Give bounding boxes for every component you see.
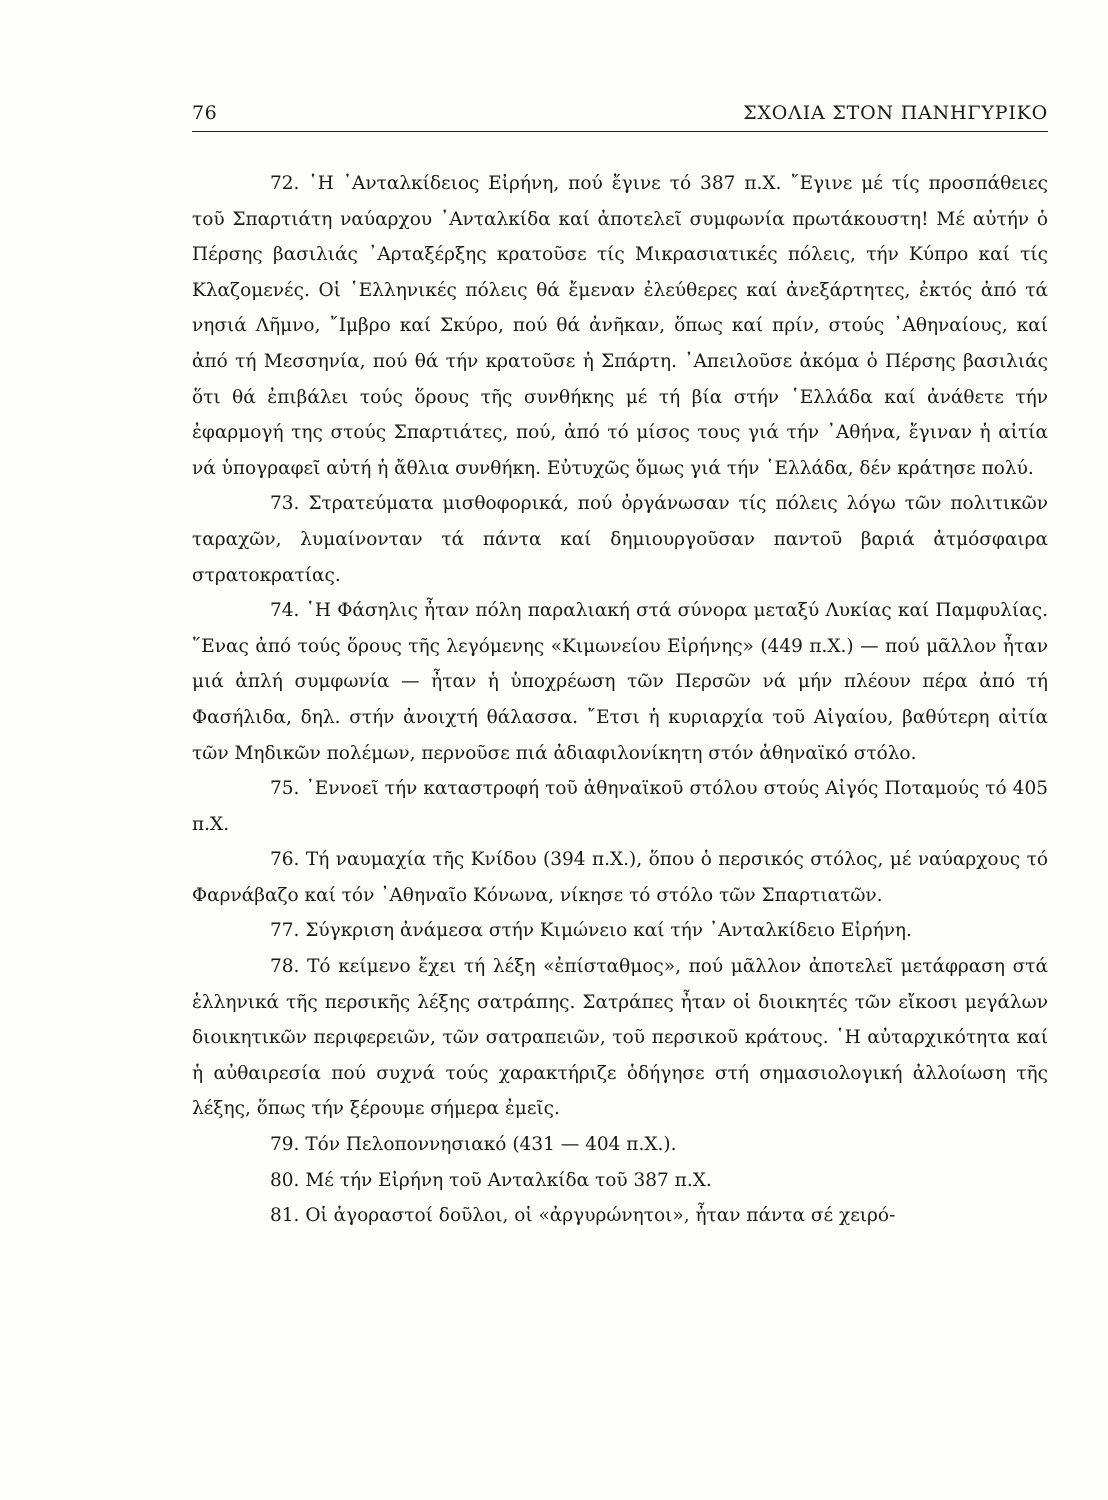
note-text: ᾿Εννοεῖ τήν καταστροφή τοῦ ἀθηναϊκοῦ στόλου στούς Αἰγός Ποταμούς τό 405 π.Χ. — [192, 778, 1048, 835]
note-75 — [192, 771, 1048, 842]
note-number: 80. — [270, 1169, 300, 1191]
note-number: 79. — [270, 1134, 300, 1156]
note-74 — [192, 593, 1048, 771]
note-number: 77. — [270, 920, 300, 942]
note-text: Σύγκριση ἀνάμεσα στήν Κιμώνειο καί τήν ᾿Ανταλκίδειο Εἰρήνη. — [305, 920, 912, 942]
note-79 — [192, 1127, 1048, 1163]
note-number: 76. — [270, 849, 300, 871]
note-text: Τό κείμενο ἔχει τή λέξη «ἐπίσταθμος», πού μᾶλλον ἀποτελεῖ μετάφραση στά ἑλληνικά τῆς περσικῆς λέξης σατράπης. Σατράπες ἦταν οἱ διοικητές τῶν εἴκοσι μεγάλων διοικητικῶν περιφερειῶν, τῶν σατραπειῶν, τοῦ περσικοῦ κράτους. ῾Η αὐταρχικότητα καί ἡ αὐθαιρεσία πού συχνά τούς χαρακτήριζε ὁδήγησε στή σημασιολογική ἀλλοίωση τῆς λέξης, ὅπως τήν ξέρουμε σήμερα ἐμεῖς. — [192, 956, 1048, 1120]
page-header — [192, 100, 1048, 130]
header-rule — [192, 131, 1048, 132]
note-text: Στρατεύματα μισθοφορικά, πού ὀργάνωσαν τίς πόλεις λόγω τῶν πολιτικῶν ταραχῶν, λυμαίνονταν τά πάντα καί δημιουργοῦσαν παντοῦ βαριά ἀτμόσφαιρα στρατοκρατίας. — [192, 493, 1048, 586]
note-77 — [192, 913, 1048, 949]
note-73 — [192, 486, 1048, 593]
note-number: 72. — [270, 173, 300, 194]
note-number: 73. — [270, 493, 300, 515]
note-text: Μέ τήν Εἰρήνη τοῦ Ανταλκίδα τοῦ 387 π.Χ. — [305, 1169, 712, 1191]
note-number: 81. — [270, 1205, 300, 1227]
note-78 — [192, 949, 1048, 1127]
running-title: ΣΧΟΛΙΑ ΣΤΟΝ ΠΑΝΗΓΥΡΙΚΟ — [743, 102, 1048, 124]
page-number: 76 — [192, 102, 218, 124]
note-text: Τόν Πελοποννησιακό (431 — 404 π.Χ.). — [305, 1134, 677, 1156]
note-text: Οἱ ἀγοραστοί δοῦλοι, οἱ «ἀργυρώνητοι», ἦταν πάντα σέ χειρό- — [305, 1205, 896, 1227]
note-72 — [192, 166, 1048, 486]
note-76 — [192, 842, 1048, 913]
note-number: 75. — [270, 778, 300, 800]
note-number: 78. — [270, 956, 300, 978]
note-number: 74. — [270, 600, 300, 622]
note-81 — [192, 1198, 1048, 1234]
note-text: ῾Η ᾿Ανταλκίδειος Εἰρήνη, πού ἔγινε τό 387 π.Χ. ῎Εγινε μέ τίς προσπάθειες τοῦ Σπαρτιάτη ναύαρχου ᾿Ανταλκίδα καί ἀποτελεῖ συμφωνία πρωτάκουστη! Μέ αὐτήν ὁ Πέρσης βασιλιάς ᾿Αρταξέρξης κρατοῦσε τίς Μικρασιατικές πόλεις, τήν Κύπρο καί τίς Κλαζομενές. Οἱ ῾Ελληνικές πόλεις θά ἔμεναν ἐλεύθερες καί ἀνεξάρτητες, ἐκτός ἀπό τά νησιά Λῆμνο, ῎Ιμβρο καί Σκύρο, πού θά ἀνῆκαν, ὅπως καί πρίν, στούς ᾿Αθηναίους, καί ἀπό τή Μεσσηνία, πού θά τήν κρατοῦσε ἡ Σπάρτη. ᾿Απειλοῦσε ἀκόμα ὁ Πέρσης βασιλιάς ὅτι θά ἐπιβάλει τούς ὅρους τῆς συνθήκης μέ τή βία στήν ῾Ελλάδα καί ἀνάθετε τήν ἐφαρμογή της στούς Σπαρτιάτες, πού, ἀπό τό μίσος τους γιά τήν ᾿Αθήνα, ἔγιναν ἡ αἰτία νά ὑπογραφεῖ αὐτή ἡ ἄθλια συνθήκη. Εὐτυχῶς ὅμως γιά τήν ῾Ελλάδα, δέν κράτησε πολύ. — [192, 173, 1048, 479]
notes-body — [192, 166, 1048, 1234]
note-80 — [192, 1163, 1048, 1199]
note-text: ῾Η Φάσηλις ἦταν πόλη παραλιακή στά σύνορα μεταξύ Λυκίας καί Παμφυλίας. ῞Ενας ἀπό τούς ὅρους τῆς λεγόμενης «Κιμωνείου Εἰρήνης» (449 π.Χ.) — πού μᾶλλον ἦταν μιά ἁπλή συμφωνία — ἦταν ἡ ὑποχρέωση τῶν Περσῶν νά μήν πλέουν πέρα ἀπό τή Φασήλιδα, δηλ. στήν ἀνοιχτή θάλασσα. ῎Ετσι ἡ κυριαρχία τοῦ Αἰγαίου, βαθύτερη αἰτία τῶν Μηδικῶν πολέμων, περνοῦσε πιά ἀδιαφιλονίκητη στόν ἀθηναϊκό στόλο. — [192, 600, 1048, 764]
note-text: Τή ναυμαχία τῆς Κνίδου (394 π.Χ.), ὅπου ὁ περσικός στόλος, μέ ναύαρχους τό Φαρνάβαζο καί τόν ᾿Αθηναῖο Κόνωνα, νίκησε τό στόλο τῶν Σπαρτιατῶν. — [192, 849, 1048, 906]
